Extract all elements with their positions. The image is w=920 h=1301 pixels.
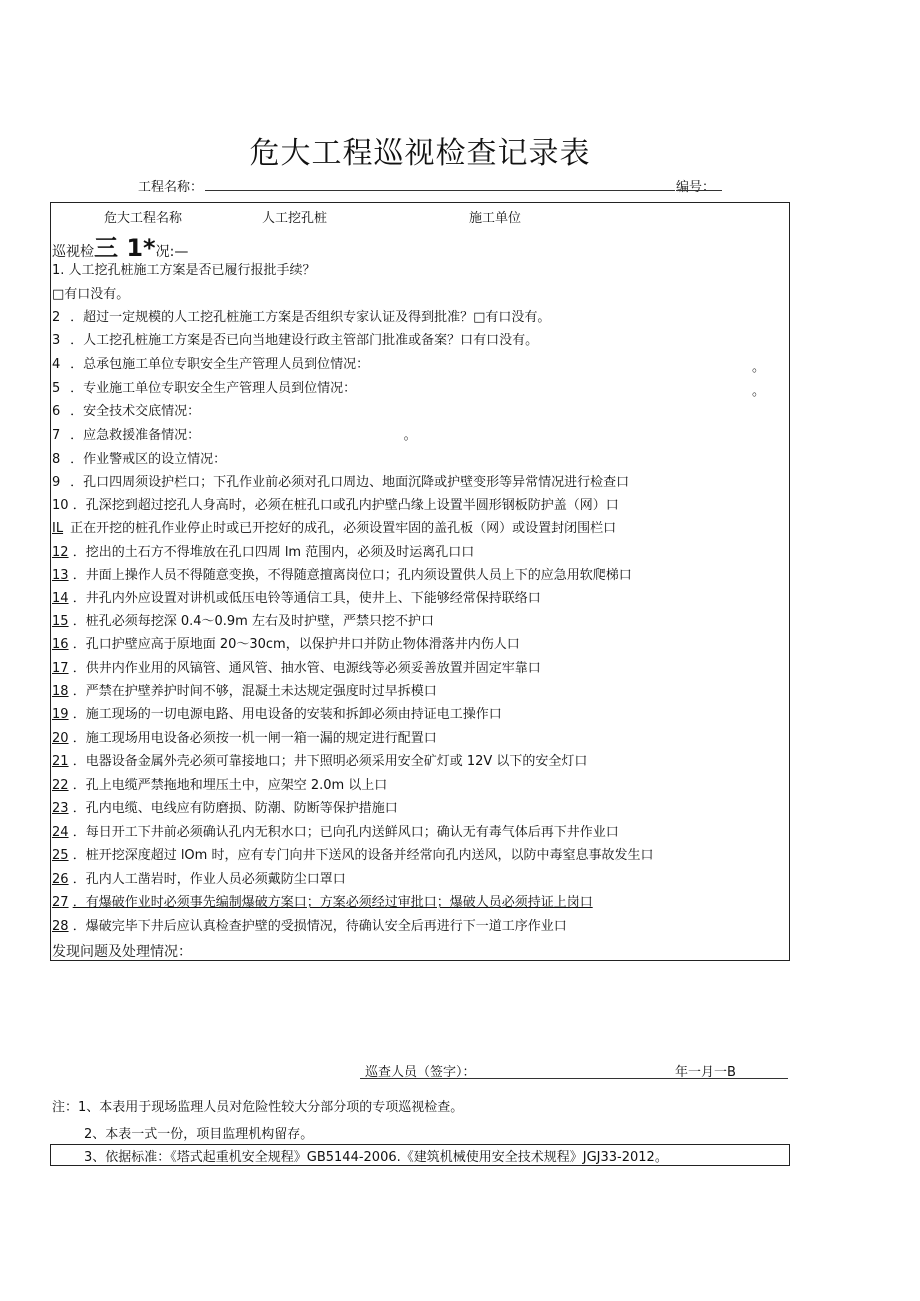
checklist-item-text: ．应急救援准备情况：	[70, 428, 194, 443]
checklist-item	[52, 380, 356, 398]
checklist-item	[52, 451, 226, 469]
checklist-item-text: ．孔内电缆、电线应有防磨损、防潮、防断等保护措施口	[72, 801, 398, 816]
checklist-item-number: 8	[52, 452, 61, 467]
checklist-item-text: ．总承包施工单位专职安全生产管理人员到位情况：	[70, 357, 370, 372]
checklist-item	[52, 567, 632, 585]
checklist-item-text: ．孔深挖到超过挖孔人身高时，必须在桩孔口或孔内护壁凸缘上设置半圆形钢板防护盖（网）口	[72, 498, 619, 513]
checklist-item-text: ．桩开挖深度超过 lOm 时，应有专门向井下送风的设备并经常向孔内送风，以防中毒窒息事故发生口	[72, 848, 654, 863]
checklist-item-number: 21	[52, 754, 69, 769]
checklist-item-number: 5	[52, 381, 61, 396]
checklist-item-text: ．严禁在护壁养护时间不够，混凝土未达规定强度时过早拆模口	[72, 684, 437, 699]
checklist-item-text: ．电器设备金属外壳必须可靠接地口；井下照明必须采用安全矿灯或 12V 以下的安全灯口	[72, 754, 588, 769]
checklist-item-text: ．爆破完毕下井后应认真检查护壁的受损情况，待确认安全后再进行下一道工序作业口	[72, 919, 567, 934]
checklist-item-text: 正在开挖的桩孔作业停止时或已开挖好的成孔，必须设置牢固的盖孔板（网）或设置封闭围栏口	[70, 521, 617, 536]
inspection-status-row	[52, 228, 188, 263]
checklist-item-number: 24	[52, 825, 69, 840]
checklist-item-text: ．有爆破作业时必须事先编制爆破方案口；方案必须经过审批口；爆破人员必须持证上岗口	[72, 895, 593, 910]
checklist-item-text: ．孔口四周须设护栏口；下孔作业前必须对孔口周边、地面沉降或护壁变形等异常情况进行检查口	[70, 475, 630, 490]
checklist-item	[52, 332, 538, 350]
construction-unit-label: 施工单位	[469, 211, 522, 226]
checklist-item	[52, 683, 437, 701]
checklist-item-number: 19	[52, 707, 69, 722]
checklist-item-number: 23	[52, 801, 69, 816]
checklist-item	[52, 800, 398, 818]
inspector-signature-label: 巡查人员（签字）：	[365, 1065, 476, 1080]
project-name-label: 工程名称：	[138, 180, 204, 195]
checklist-item-text: ．每日开工下井前必须确认孔内无积水口；已向孔内送鲜风口；确认无有毒气体后再下井作业口	[72, 825, 619, 840]
checklist-item	[52, 894, 593, 912]
checklist-item	[52, 286, 129, 304]
checklist-item-number: 26	[52, 872, 69, 887]
checklist-item-mark: 。	[752, 360, 766, 375]
checklist-item-number: 14	[52, 591, 69, 606]
note-1: 注：1、本表用于现场监理人员对危险性较大分部分项的专项巡视检查。	[52, 1100, 464, 1115]
checklist-item-text: ．施工现场用电设备必须按一机一闸一箱一漏的规定进行配置口	[72, 731, 437, 746]
number-label: 编号：	[676, 180, 716, 195]
page-title: 危大工程巡视检查记录表	[249, 136, 591, 171]
checklist-item-number: 7	[52, 428, 61, 443]
checklist-item-text: ．安全技术交底情况：	[70, 404, 201, 419]
checklist-item-number: 9	[52, 475, 61, 490]
checklist-item-text: 1. 人工挖孔桩施工方案是否已履行报批手续？	[52, 263, 316, 278]
checklist-item	[52, 590, 541, 608]
checklist-item	[52, 777, 387, 795]
checklist-item-number: 22	[52, 778, 69, 793]
findings-label: 发现问题及处理情况：	[52, 944, 192, 960]
checklist-item-mark: 。	[752, 384, 766, 399]
checklist-item	[52, 706, 502, 724]
checklist-item	[52, 824, 619, 842]
checklist-item	[52, 427, 417, 445]
checklist-item-text: ．施工现场的一切电源电路、用电设备的安装和拆卸必须由持证电工操作口	[72, 707, 502, 722]
checklist-item-number: 3	[52, 333, 61, 348]
checklist-item	[52, 544, 474, 562]
checklist-item	[52, 847, 653, 865]
checklist-item-number: 10	[52, 498, 69, 513]
checklist-item-text: ．井孔内外应设置对讲机或低压电铃等通信工具，使井上、下能够经常保持联络口	[72, 591, 541, 606]
checklist-item	[52, 520, 616, 538]
checklist-item	[52, 730, 437, 748]
signature-line	[360, 1078, 788, 1079]
checklist-item-mark: 。	[403, 428, 417, 443]
checklist-item-number: 15	[52, 614, 69, 629]
checklist-item-text: ．孔上电缆严禁拖地和埋压土中，应架空 2.0m 以上口	[72, 778, 388, 793]
note-3: 3、依据标准：《塔式起重机安全规程》GB5144-2006.《建筑机械使用安全技术规程》JGJ33-2012。	[84, 1150, 668, 1165]
project-name-field[interactable]	[205, 190, 675, 191]
checklist-item-text: ．挖出的土石方不得堆放在孔口四周 lm 范围内，必须及时运离孔口口	[72, 545, 475, 560]
checklist-item	[52, 871, 346, 889]
danger-project-label: 危大工程名称	[104, 211, 183, 226]
checklist-item-text: ．桩孔必须每挖深 0.4～0.9m 左右及时护壁，严禁只挖不护口	[72, 614, 434, 629]
checklist-item-text: ．人工挖孔桩施工方案是否已向当地建设行政主管部门批准或备案？口有口没有。	[70, 333, 539, 348]
checklist-item-number: 6	[52, 404, 61, 419]
checklist-item-text: ．超过一定规模的人工挖孔桩施工方案是否组织专家认证及得到批准？□有口没有。	[70, 310, 551, 325]
checklist-item-number: 16	[52, 637, 69, 652]
checklist-item-number: 20	[52, 731, 69, 746]
checklist-item-number: 25	[52, 848, 69, 863]
checklist-item-text: ．供井内作业用的风镐管、通风管、抽水管、电源线等必须妥善放置并固定牢靠口	[72, 661, 541, 676]
checklist-item-text: ．孔内人工凿岩时，作业人员必须戴防尘口罩口	[72, 872, 346, 887]
checklist-item	[52, 497, 619, 515]
inspection-mark: 三 1*	[94, 234, 156, 262]
checklist-item-text: ．井面上操作人员不得随意变换，不得随意擅离岗位口；孔内须设置供人员上下的应急用软爬梯口	[72, 568, 632, 583]
checklist-item	[52, 636, 520, 654]
checklist-item-number: 27	[52, 895, 69, 910]
checklist-item-text: ．专业施工单位专职安全生产管理人员到位情况：	[70, 381, 357, 396]
checklist-item	[52, 918, 567, 936]
checklist-item-number: IL	[52, 521, 64, 536]
checklist-item	[52, 262, 316, 280]
signature-date: 年一月一B	[675, 1065, 736, 1080]
danger-project-value: 人工挖孔桩	[262, 211, 328, 226]
checklist-item	[52, 309, 550, 327]
checklist-item	[52, 356, 369, 374]
checklist-item	[52, 474, 629, 492]
checklist-item-text: ．孔口护壁应高于原地面 20～30cm，以保护井口并防止物体滑落井内伤人口	[72, 637, 520, 652]
inspection-status-label: 况:—	[155, 244, 189, 260]
inspection-label: 巡视检	[52, 244, 94, 260]
checklist-item-text: □有口没有。	[52, 287, 130, 302]
note-2: 2、本表一式一份，项目监理机构留存。	[84, 1127, 314, 1142]
checklist-item	[52, 753, 587, 771]
checklist-item-number: 28	[52, 919, 69, 934]
checklist-item-number: 12	[52, 545, 69, 560]
checklist-item	[52, 403, 200, 421]
checklist-item-number: 17	[52, 661, 69, 676]
checklist-item	[52, 613, 434, 631]
checklist-item-number: 2	[52, 310, 61, 325]
checklist-item	[52, 660, 541, 678]
checklist-item-number: 4	[52, 357, 61, 372]
checklist-item-number: 13	[52, 568, 69, 583]
checklist-item-text: ．作业警戒区的设立情况：	[70, 452, 227, 467]
number-field[interactable]	[676, 190, 722, 191]
checklist-item-number: 18	[52, 684, 69, 699]
